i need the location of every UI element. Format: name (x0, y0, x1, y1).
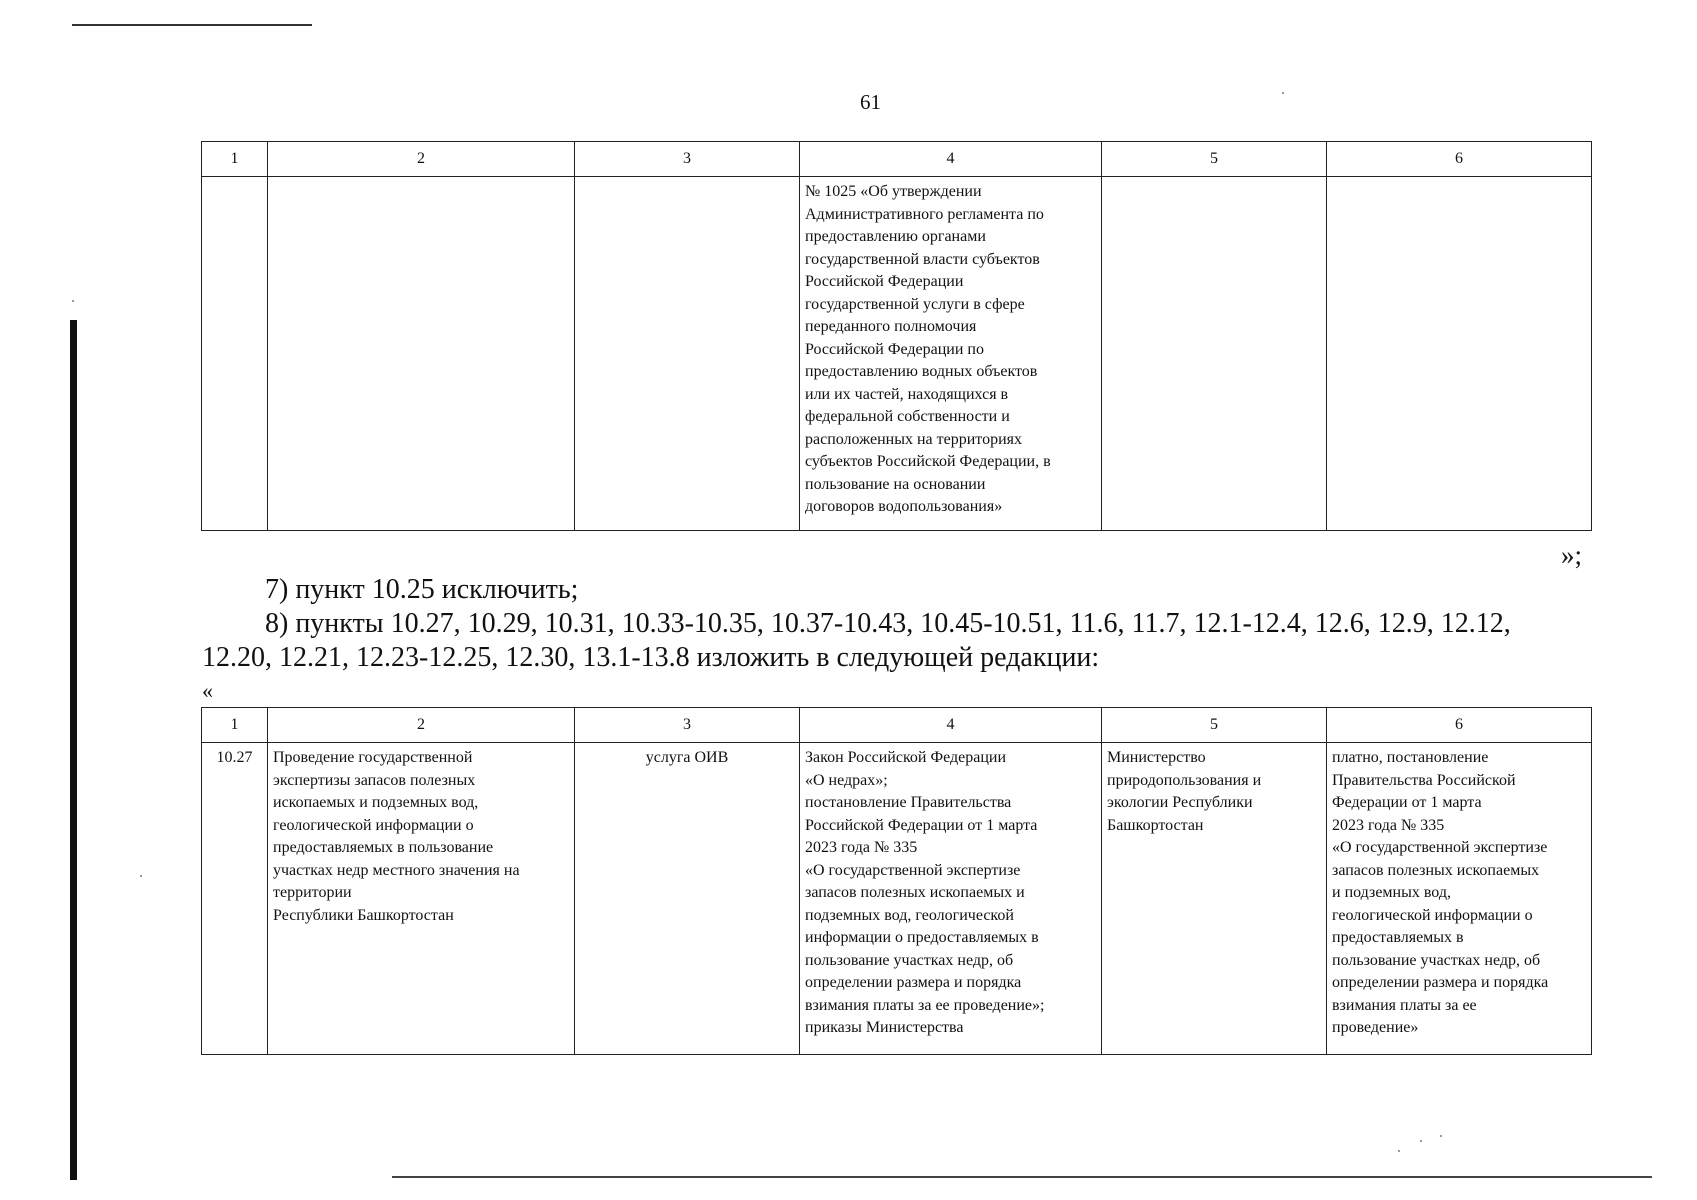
amendment-table (201, 707, 1592, 1055)
continuation-table (201, 141, 1592, 531)
closing-quote: »; (1561, 540, 1583, 570)
paragraph-8-line-2: 12.20, 12.21, 12.23-12.25, 12.30, 13.1-13.8 изложить в следующей редакции: (202, 642, 1100, 673)
column-header: 1 (202, 142, 268, 177)
cell-service-type: услуга ОИВ (575, 743, 800, 1055)
scan-speck (72, 300, 74, 302)
cell-fee (1327, 177, 1592, 531)
scan-speck (1398, 1150, 1400, 1152)
table-header-row (202, 708, 1592, 743)
cell-authority: Министерство природопользования и экологии Республики Башкортостан (1102, 743, 1327, 1055)
cell-fee: платно, постановление Правительства Российской Федерации от 1 марта 2023 года № 335 «О государственной экспертизе запасов полезных ископаемых и подземных вод, геологической информации о предоставляемых в пользование участках недр, об определении размера и порядка взимания платы за ее проведение» (1327, 743, 1592, 1055)
scan-edge-left (70, 320, 77, 1180)
scan-line-bottom (392, 1176, 1652, 1178)
column-header: 4 (800, 142, 1102, 177)
column-header: 3 (575, 142, 800, 177)
column-header: 2 (268, 708, 575, 743)
column-header: 5 (1102, 142, 1327, 177)
column-header: 6 (1327, 142, 1592, 177)
table-row (202, 743, 1592, 1055)
scan-speck (140, 875, 142, 877)
cell-legal-basis: № 1025 «Об утверждении Административного регламента по предоставлению органами государственной власти субъектов Российской Федерации государственной услуги в сфере переданного полномочия Российской Федерации по предоставлению водных объектов или их частей, находящихся в федеральной собственности и расположенных на территориях субъектов Российской Федерации, в пользование на основании договоров водопользования» (800, 177, 1102, 531)
table-row (202, 177, 1592, 531)
page-number: 61 (860, 90, 881, 114)
column-header: 1 (202, 708, 268, 743)
cell-service-type (575, 177, 800, 531)
scan-speck (1282, 92, 1284, 94)
table-header-row (202, 142, 1592, 177)
scan-line-top (72, 24, 312, 26)
column-header: 5 (1102, 708, 1327, 743)
paragraph-7: 7) пункт 10.25 исключить; (265, 574, 579, 605)
column-header: 4 (800, 708, 1102, 743)
column-header: 2 (268, 142, 575, 177)
opening-quote: « (202, 678, 213, 703)
paragraph-8-line-1: 8) пункты 10.27, 10.29, 10.31, 10.33-10.35, 10.37-10.43, 10.45-10.51, 11.6, 11.7, 12.1-12.4, 12.6, 12.9, 12.12, (265, 608, 1511, 639)
cell-authority (1102, 177, 1327, 531)
cell-number: 10.27 (202, 743, 268, 1055)
cell-service-name: Проведение государственной экспертизы запасов полезных ископаемых и подземных вод, геологической информации о предоставляемых в пользование участках недр местного значения на территории Республики Башкортостан (268, 743, 575, 1055)
scan-speck (1440, 1135, 1442, 1137)
column-header: 3 (575, 708, 800, 743)
scan-speck (1420, 1140, 1422, 1142)
cell-number (202, 177, 268, 531)
cell-service-name (268, 177, 575, 531)
cell-legal-basis: Закон Российской Федерации «О недрах»; постановление Правительства Российской Федерации от 1 марта 2023 года № 335 «О государственной экспертизе запасов полезных ископаемых и подземных вод, геологической информации о предоставляемых в пользование участках недр, об определении размера и порядка взимания платы за ее проведение»; приказы Министерства (800, 743, 1102, 1055)
column-header: 6 (1327, 708, 1592, 743)
